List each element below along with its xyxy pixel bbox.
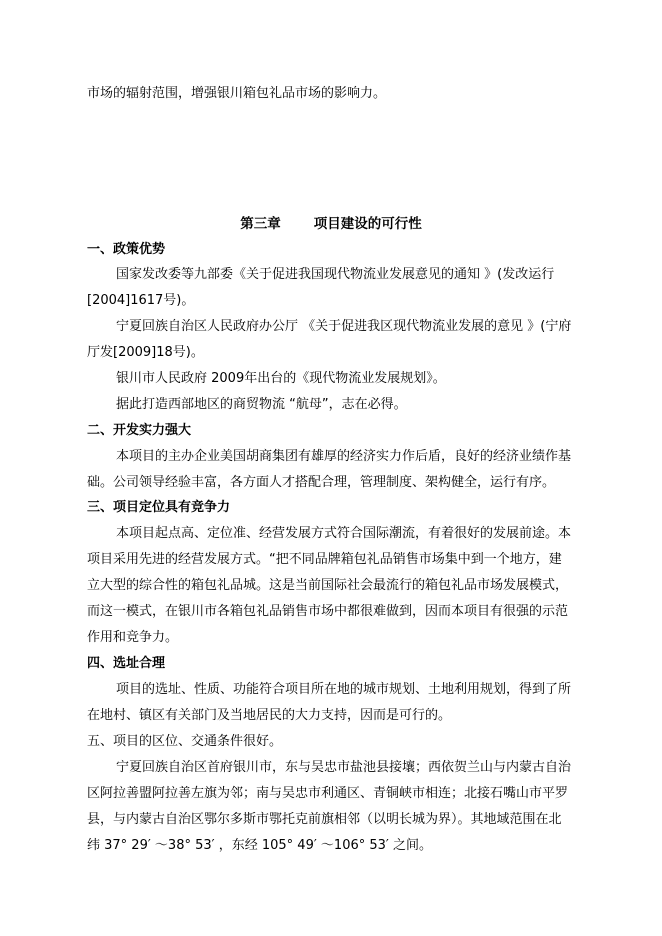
paragraph-line: 县，与内蒙古自治区鄂尔多斯市鄂托克前旗相邻（以明长城为界）。其地域范围在北 [87, 812, 562, 827]
chapter-number: 第三章 [240, 216, 281, 232]
paragraph-line: 宁夏回族自治区首府银川市，东与吴忠市盐池县接壤；西依贺兰山与内蒙古自治 [116, 760, 572, 775]
chapter-heading [0, 216, 662, 232]
paragraph-line: 在地村、镇区有关部门及当地居民的大力支持，因而是可行的。 [87, 708, 452, 723]
paragraph-line: 本项目起点高、定位准、经营发展方式符合国际潮流，有着很好的发展前途。本 [116, 526, 572, 541]
paragraph-line: 纬 37° 29′ ～38° 53′ ，东经 105° 49′ ～106° 53′ 之间。 [87, 838, 433, 853]
paragraph-line: 而这一模式，在银川市各箱包礼品销售市场中都很难做到，因而本项目有很强的示范 [87, 604, 569, 619]
paragraph-line: 立大型的综合性的箱包礼品城。这是当前国际社会最流行的箱包礼品市场发展模式， [87, 578, 569, 593]
paragraph-line: 据此打造西部地区的商贸物流 “航母”，志在必得。 [116, 397, 407, 412]
paragraph-line: 银川市人民政府 2009年出台的《现代物流业发展规划》。 [116, 371, 446, 386]
paragraph-line: 本项目的主办企业美国胡商集团有雄厚的经济实力作后盾，良好的经济业绩作基 [116, 449, 572, 464]
section-heading-location: 五、项目的区位、交通条件很好。 [87, 734, 283, 749]
paragraph-line: [2004]1617号)。 [87, 293, 195, 308]
paragraph-line: 厅发[2009]18号)。 [87, 345, 204, 360]
paragraph-line: 项目采用先进的经营发展方式。“把不同品牌箱包礼品销售市场集中到一个地方，建 [87, 552, 562, 567]
paragraph-line: 宁夏回族自治区人民政府办公厅 《关于促进我区现代物流业发展的意见 》(宁府 [116, 319, 572, 334]
section-heading-site: 四、选址合理 [87, 656, 166, 671]
paragraph-line: 项目的选址、性质、功能符合项目所在地的城市规划、土地利用规划，得到了所 [116, 682, 572, 697]
paragraph-line: 础。公司领导经验丰富，各方面人才搭配合理，管理制度、架构健全，运行有序。 [87, 475, 556, 490]
paragraph-line: 区阿拉善盟阿拉善左旗为邻；南与吴忠市利通区、青铜峡市相连；北接石嘴山市平罗 [87, 786, 569, 801]
paragraph-line: 国家发改委等九部委《关于促进我国现代物流业发展意见的通知 》(发改运行 [116, 267, 555, 282]
section-heading-strength: 二、开发实力强大 [87, 423, 192, 438]
chapter-title: 项目建设的可行性 [313, 216, 422, 232]
intro-paragraph-tail: 市场的辐射范围，增强银川箱包礼品市场的影响力。 [87, 86, 387, 101]
section-heading-positioning: 三、项目定位具有竞争力 [87, 500, 231, 515]
section-heading-policy: 一、政策优势 [87, 242, 166, 257]
paragraph-line: 作用和竞争力。 [87, 630, 179, 645]
